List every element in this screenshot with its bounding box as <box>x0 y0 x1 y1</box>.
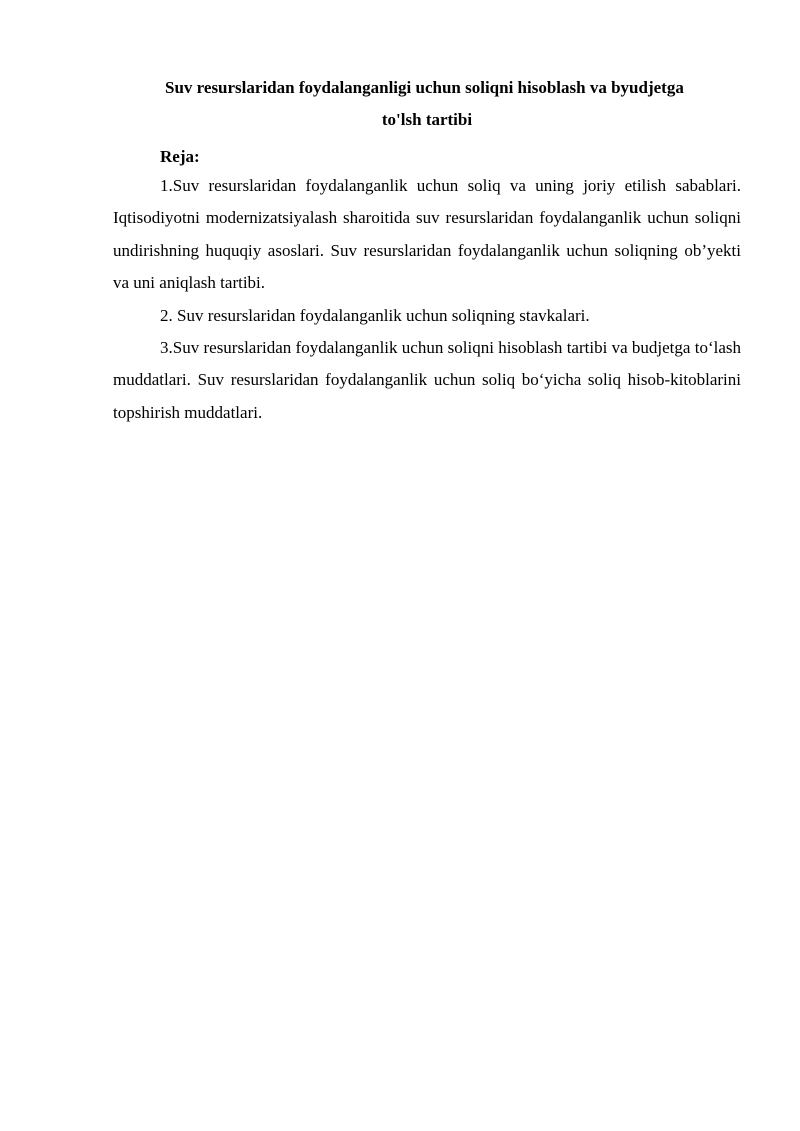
plan-heading: Reja: <box>160 147 200 166</box>
plan-item-2: 2. Suv resurslaridan foydalanganlik uchun soliqning stavkalari. <box>160 305 590 325</box>
document-title <box>113 72 741 136</box>
document-title-line-1: Suv resurslaridan foydalanganligi uchun soliqni hisoblash va byudjetga <box>165 78 684 97</box>
plan-list <box>113 170 741 429</box>
document-title-line-2: to'lsh tartibi <box>381 110 473 129</box>
plan-item-3: 3.Suv resurslaridan foydalanganlik uchun soliqni hisoblash tartibi va budjetga to‘lash muddatlari. Suv resurslaridan foydalanganlik uchun soliq bo‘yicha soliq hisob-kitoblarini topshirish muddatlari. <box>113 338 741 422</box>
plan-item-1: 1.Suv resurslaridan foydalanganlik uchun soliq va uning joriy etilish sabablari. Iqtisodiyotni modernizatsiyalash sharoitida suv resurslaridan foydalanganlik uchun soliqni undirishning huquqiy asoslari. Suv resurslaridan foydalanganlik uchun soliqning ob’yekti va uni aniqlash tartibi. <box>113 176 741 293</box>
